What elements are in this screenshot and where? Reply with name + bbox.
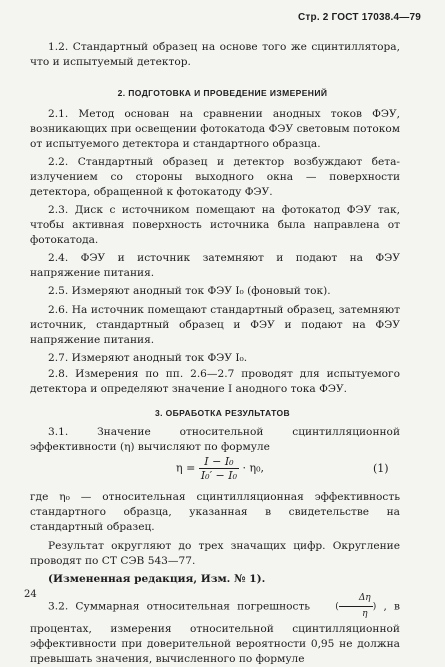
paragraph-3-2-fraction: ( $\frac{\Delta\eta}{\eta}$ ) (317, 591, 376, 622)
formula-1 (176, 455, 264, 482)
formula-1-fraction (199, 455, 239, 482)
paragraph-3-2 (30, 591, 400, 665)
where-definition: где η₀ — относительная сцинтилляционная эффективность стандартного образца, указанная в свидетельстве на стандартный образец. (30, 491, 400, 533)
paragraph-2-8: 2.8. Измерения по пп. 2.6—2.7 проводят для испытуемого детектора и определяют значение I анодного тока ФЭУ. (30, 368, 400, 395)
paragraph-2-5: 2.5. Измеряют анодный ток ФЭУ I₀ (фоновый ток). (48, 285, 331, 297)
paragraph-2-1: 2.1. Метод основан на сравнении анодных токов ФЭУ, возникающих при освещении фотокатода ФЭУ световым потоком от испытуемого детектора и стандартного образца. (30, 108, 400, 150)
formula-1-denominator: I₀′ − I₀ (200, 469, 238, 482)
formula-1-numerator: I − I₀ (199, 455, 239, 469)
formula-1-lhs: η = (176, 461, 196, 475)
paragraph-3-2-rest: , в процентах, измерения относительной сцинтилляционной эффективности при доверительной вероятности 0,95 не должна превышать значения, вычисленного по формуле (30, 600, 400, 665)
section-3-title: 3. ОБРАБОТКА РЕЗУЛЬТАТОВ (154, 408, 291, 418)
paragraph-2-2: 2.2. Стандартный образец и детектор возбуждают бета-излучением со стороны выходного окна — поверхности детектора, обращенной к фотокатоду ФЭУ. (30, 156, 400, 198)
paragraph-3-1: 3.1. Значение относительной сцинтилляционной эффективности (η) вычисляют по формуле (30, 426, 400, 453)
paragraph-2-6: 2.6. На источник помещают стандартный образец, затемняют источник, стандартный образец и ФЭУ и подают на ФЭУ напряжение питания. (30, 304, 400, 346)
paragraph-2-3: 2.3. Диск с источником помещают на фотокатод ФЭУ так, чтобы активная поверхность источника была направлена от фотокатода. (30, 204, 400, 246)
paragraph-2-4: 2.4. ФЭУ и источник затемняют и подают на ФЭУ напряжение питания. (30, 252, 400, 279)
section-2-title: 2. ПОДГОТОВКА И ПРОВЕДЕНИЕ ИЗМЕРЕНИЙ (117, 88, 328, 98)
edition-note: (Измененная редакция, Изм. № 1). (48, 573, 266, 585)
equation-number-1: (1) (373, 462, 389, 475)
paragraph-1-2: 1.2. Стандартный образец на основе того же сцинтиллятора, что и испытуемый детектор. (30, 41, 400, 68)
page-number: 24 (24, 589, 37, 600)
paragraph-3-2-frac-num: Δη (339, 591, 373, 607)
paragraph-3-2-frac-den: η (362, 609, 368, 619)
page-header: Стр. 2 ГОСТ 17038.4—79 (298, 12, 421, 23)
formula-1-tail: · η₀, (242, 461, 265, 475)
paragraph-3-2-start: 3.2. Суммарная относительная погрешность (48, 600, 311, 613)
paragraph-2-7: 2.7. Измеряют анодный ток ФЭУ I₀. (48, 352, 248, 364)
paragraph-rounding: Результат округляют до трех значащих цифр. Округление проводят по СТ СЭВ 543—77. (30, 540, 400, 567)
